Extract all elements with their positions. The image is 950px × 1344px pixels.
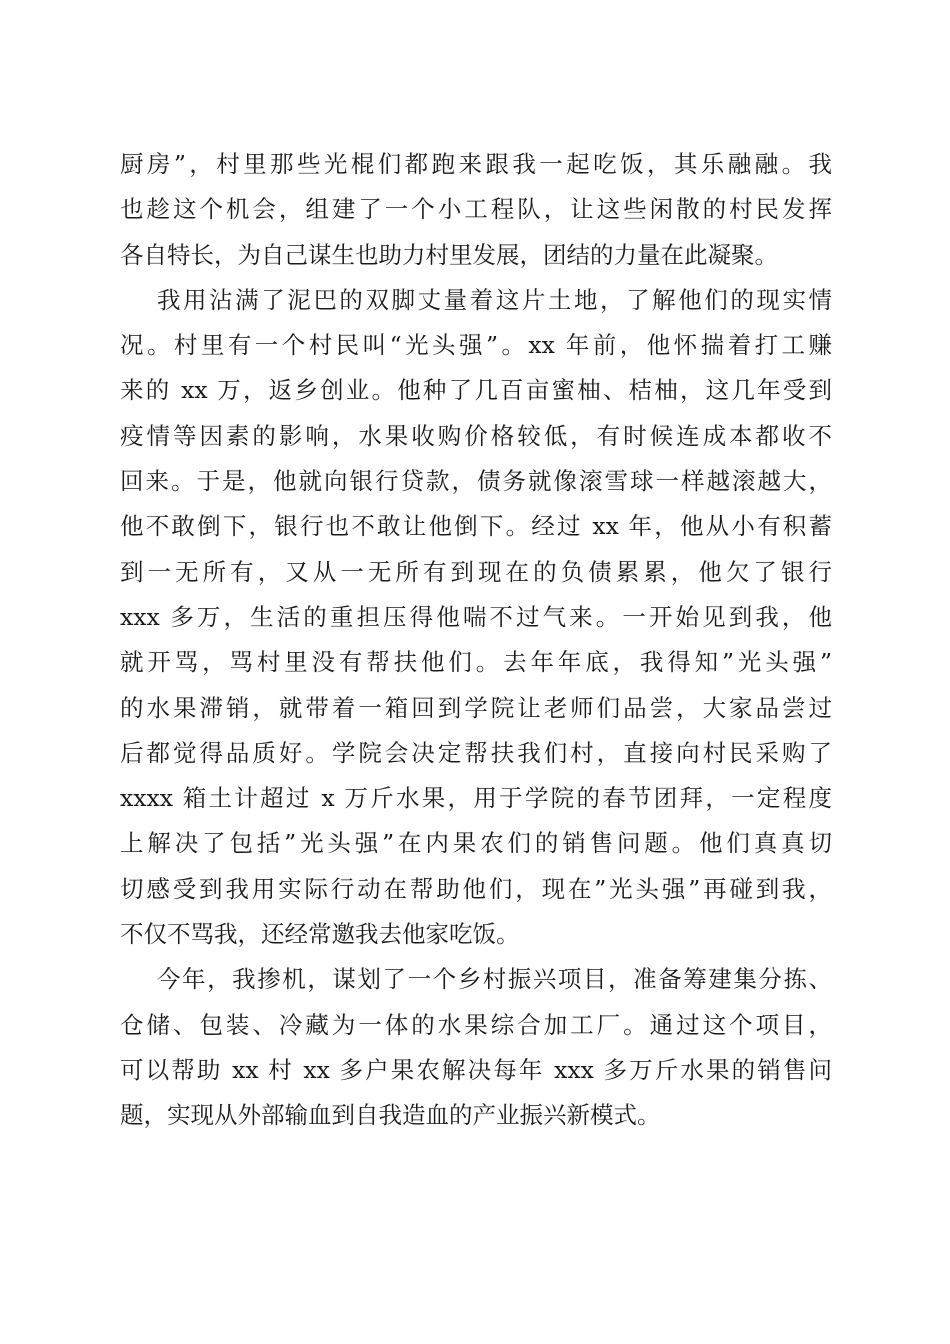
text-line: 各自特长，为自己谋生也助力村里发展，团结的力量在此凝聚。 [120, 240, 778, 269]
text-line: 他不敢倒下，银行也不敢让他倒下。经过 xx 年，他从小有积蓄 [120, 512, 832, 541]
text-line: 上解决了包括”光头强”在内果农们的销售问题。他们真真切 [120, 829, 832, 858]
text-line: xxx 多万，生活的重担压得他喘不过气来。一开始见到我，他 [120, 602, 832, 631]
body-text [120, 142, 832, 1139]
text-line: 仓储、包装、冷藏为一体的水果综合加工厂。通过这个项目， [120, 1010, 832, 1039]
text-line: 可以帮助 xx 村 xx 多户果农解决每年 xxx 多万斤水果的销售问 [120, 1055, 832, 1084]
text-line: 切感受到我用实际行动在帮助他们，现在”光头强”再碰到我， [120, 874, 832, 903]
text-line: 题，实现从外部输血到自我造血的产业振兴新模式。 [120, 1101, 661, 1130]
text-line: 况。村里有一个村民叫“光头强”。xx 年前，他怀揣着打工赚 [120, 331, 832, 360]
text-line: 回来。于是，他就向银行贷款，债务就像滚雪球一样越滚越大， [120, 467, 832, 496]
paragraph-start-line: 我用沾满了泥巴的双脚丈量着这片土地，了解他们的现实情 [157, 285, 832, 314]
text-line: xxxx 箱土计超过 x 万斤水果，用于学院的春节团拜，一定程度 [120, 784, 832, 813]
text-line: 厨房”，村里那些光棍们都跑来跟我一起吃饭，其乐融融。我 [120, 150, 832, 178]
text-line: 疫情等因素的影响，水果收购价格较低，有时候连成本都收不 [120, 421, 832, 450]
paragraph-start-line: 今年，我掺机，谋划了一个乡村振兴项目，准备筹建集分拣、 [157, 965, 832, 994]
text-line: 来的 xx 万，返乡创业。他种了几百亩蜜柚、桔柚，这几年受到 [120, 376, 832, 405]
text-line: 也趁这个机会，组建了一个小工程队，让这些闲散的村民发挥 [120, 195, 832, 224]
text-line: 的水果滞销，就带着一箱回到学院让老师们品尝，大家品尝过 [120, 693, 832, 722]
text-line: 不仅不骂我，还经常邀我去他家吃饭。 [120, 920, 520, 949]
text-line: 就开骂，骂村里没有帮扶他们。去年年底，我得知”光头强” [120, 648, 832, 677]
text-line: 到一无所有，又从一无所有到现在的负债累累，他欠了银行 [120, 557, 832, 586]
text-line: 后都觉得品质好。学院会决定帮扶我们村，直接向村民采购了 [120, 738, 832, 767]
